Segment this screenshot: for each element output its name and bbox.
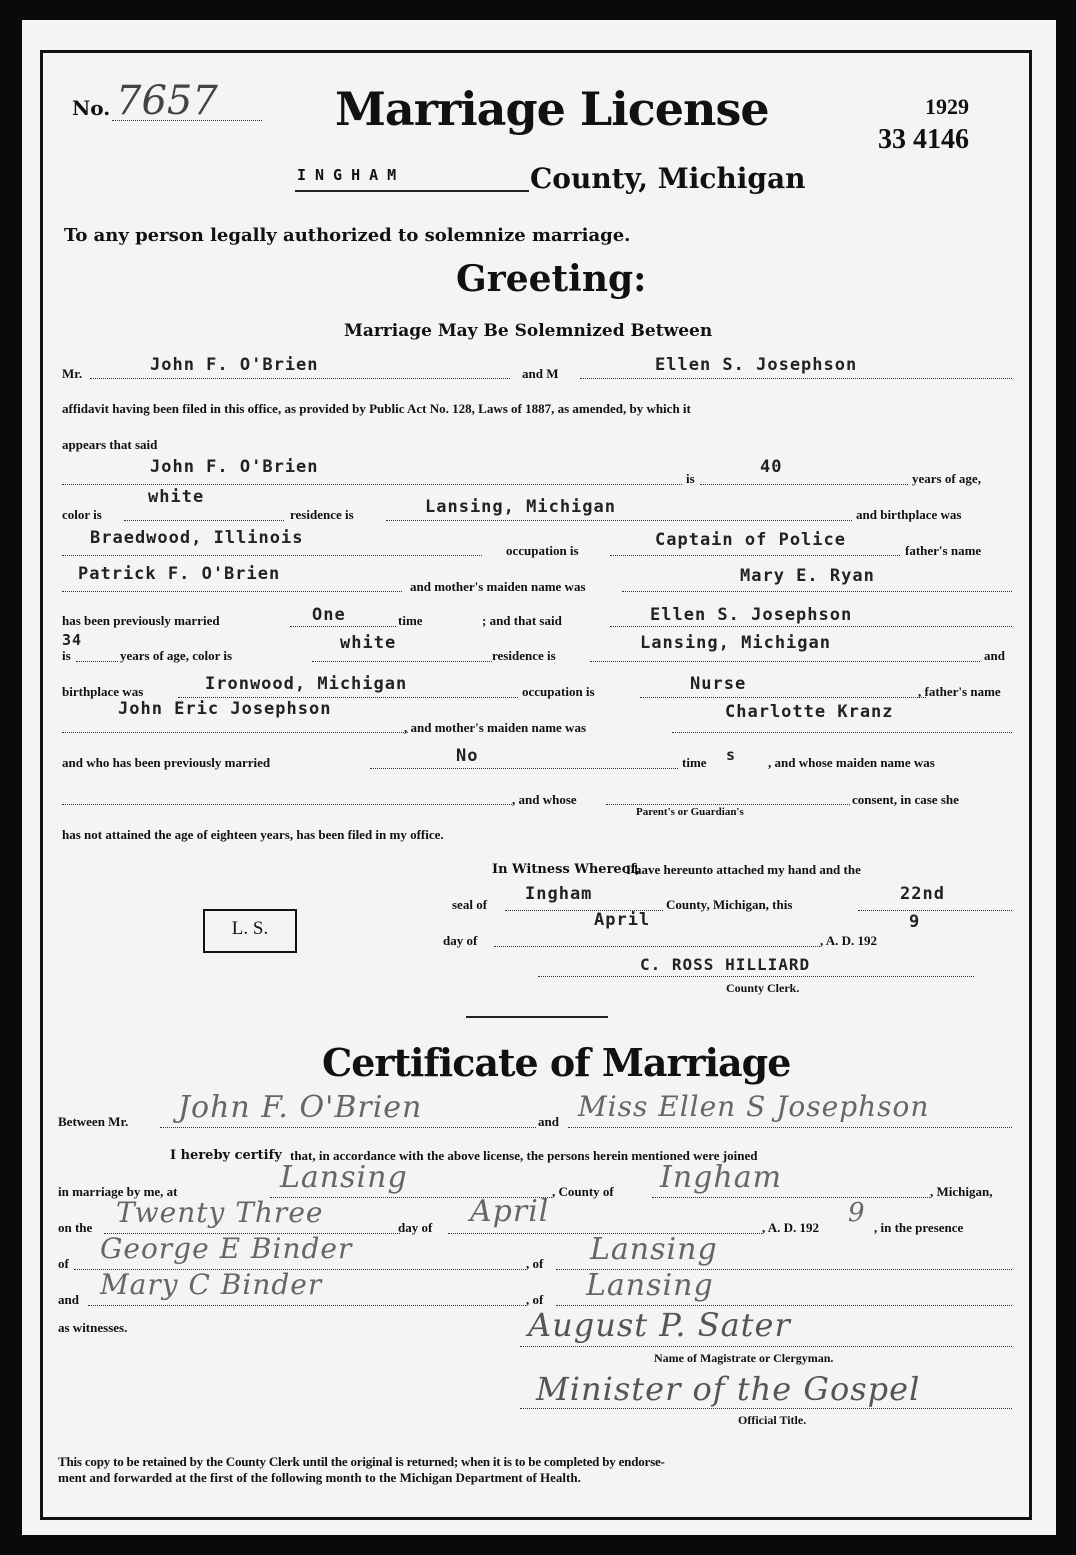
bride-residence-line bbox=[590, 661, 980, 662]
of-label: of bbox=[58, 1256, 69, 1271]
groom-prev-line bbox=[290, 626, 396, 627]
cert-bride-name: Miss Ellen S Josephson bbox=[578, 1090, 930, 1123]
ad-label: , A. D. 192 bbox=[820, 933, 878, 948]
years-color-label: years of age, color is bbox=[120, 648, 233, 663]
mothers-maiden-label: and mother's maiden name was bbox=[410, 579, 586, 594]
license-number: 7657 bbox=[116, 78, 218, 124]
groom-prev-times: One bbox=[312, 605, 346, 625]
officiant-line bbox=[520, 1346, 1012, 1347]
and-label: and bbox=[984, 648, 1005, 663]
groom-occupation: Captain of Police bbox=[655, 530, 846, 550]
year-note: 1929 bbox=[925, 94, 969, 119]
bride-prev-times: No bbox=[456, 746, 479, 766]
years-of-age-label: years of age, bbox=[912, 471, 981, 486]
whose-maiden-label: , and whose maiden name was bbox=[768, 755, 935, 770]
mr-label: Mr. bbox=[62, 366, 83, 381]
day-of-label: day of bbox=[443, 933, 478, 948]
groom-name-line bbox=[90, 378, 510, 379]
witness-text-b: I have hereunto attached my hand and the bbox=[626, 862, 861, 877]
groom-color: white bbox=[148, 487, 205, 507]
of-label2: , of bbox=[526, 1256, 544, 1271]
cert-groom-name: John F. O'Brien bbox=[178, 1090, 423, 1125]
and-m-label: and M bbox=[522, 366, 559, 381]
bride-mother-line bbox=[672, 732, 1012, 733]
in-marriage-label: in marriage by me, at bbox=[58, 1184, 178, 1199]
title-caption: Official Title. bbox=[738, 1413, 807, 1427]
groom-residence: Lansing, Michigan bbox=[425, 497, 616, 517]
groom-mother-line bbox=[622, 591, 1012, 592]
certify-a: I hereby certify bbox=[170, 1148, 282, 1163]
groom-residence-line bbox=[386, 520, 852, 521]
affidavit-text: affidavit having been filed in this office, as provided by Public Act No. 128, Laws of 1887, as amended, by which it bbox=[62, 401, 691, 416]
bride-name2: Ellen S. Josephson bbox=[650, 605, 853, 625]
bride-birthplace: Ironwood, Michigan bbox=[205, 674, 408, 694]
clerk-title: County Clerk. bbox=[726, 981, 800, 995]
official-title-line bbox=[520, 1408, 1012, 1409]
occupation-is-label: occupation is bbox=[506, 543, 579, 558]
county-suffix: County, Michigan bbox=[530, 162, 806, 195]
cert-ad-label: , A. D. 192 bbox=[762, 1220, 820, 1235]
month: April bbox=[594, 910, 651, 930]
bride-occupation-line bbox=[640, 697, 926, 698]
cert-bride-line bbox=[568, 1127, 1012, 1128]
greeting-heading: Greeting: bbox=[456, 258, 647, 300]
bride-age: 34 bbox=[62, 631, 83, 649]
number-label: No. bbox=[72, 96, 111, 120]
bride-father-line bbox=[62, 732, 408, 733]
cert-county: Ingham bbox=[660, 1160, 783, 1195]
groom-mother: Mary E. Ryan bbox=[740, 566, 875, 586]
times-label: time bbox=[682, 755, 707, 770]
consent-label: consent, in case she bbox=[852, 792, 959, 807]
clerk-line bbox=[538, 976, 974, 977]
groom-father-line bbox=[62, 591, 402, 592]
bride-birthplace-line bbox=[178, 697, 518, 698]
groom-color-line bbox=[124, 520, 284, 521]
witness2-line bbox=[88, 1305, 526, 1306]
presence-label: , in the presence bbox=[874, 1220, 964, 1235]
between-label: Between Mr. bbox=[58, 1114, 129, 1129]
bride-name: Ellen S. Josephson bbox=[655, 355, 858, 375]
cert-year: 9 bbox=[848, 1198, 866, 1228]
bride-age-line bbox=[76, 661, 118, 662]
witness1-name: George E Binder bbox=[100, 1232, 353, 1265]
witness2-name: Mary C Binder bbox=[100, 1268, 323, 1301]
mothers-maiden-label2: , and mother's maiden name was bbox=[404, 720, 587, 735]
color-is-label: color is bbox=[62, 507, 102, 522]
seal-label: L. S. bbox=[231, 918, 269, 939]
footer-line1: This copy to be retained by the County Clerk until the original is returned; when it is to be completed by endorse- bbox=[58, 1454, 665, 1469]
bride-mother: Charlotte Kranz bbox=[725, 702, 894, 722]
seal-of-label: seal of bbox=[452, 897, 488, 912]
of-label3: , of bbox=[526, 1292, 544, 1307]
michigan-label: , Michigan, bbox=[930, 1184, 993, 1199]
number-line bbox=[112, 120, 262, 121]
bride-residence: Lansing, Michigan bbox=[640, 633, 831, 653]
who-prev-married-label: and who has been previously married bbox=[62, 755, 271, 770]
birthplace-label2: birthplace was bbox=[62, 684, 144, 699]
county-line bbox=[295, 190, 529, 192]
year-digit: 9 bbox=[909, 912, 921, 932]
cert-county-line bbox=[652, 1197, 930, 1198]
bride-prev-line bbox=[370, 768, 678, 769]
officiant-caption: Name of Magistrate or Clergyman. bbox=[654, 1351, 834, 1365]
officiant-signature: August P. Sater bbox=[528, 1306, 791, 1344]
prev-married-label: has been previously married bbox=[62, 613, 220, 628]
cert-month: April bbox=[470, 1194, 550, 1229]
that-said-label: ; and that said bbox=[482, 613, 562, 628]
consent-line bbox=[606, 804, 850, 805]
cert-place: Lansing bbox=[280, 1160, 408, 1195]
groom-name2-line bbox=[62, 484, 682, 485]
section-divider bbox=[466, 1016, 608, 1018]
bride-color: white bbox=[340, 633, 397, 653]
witness2-place: Lansing bbox=[586, 1268, 714, 1303]
clerk-name: C. ROSS HILLIARD bbox=[640, 955, 811, 974]
county-this-label: County, Michigan, this bbox=[666, 897, 793, 912]
cert-day-of-label: day of bbox=[398, 1220, 433, 1235]
groom-birthplace-line bbox=[62, 555, 482, 556]
groom-name: John F. O'Brien bbox=[150, 355, 319, 375]
as-witnesses-label: as witnesses. bbox=[58, 1320, 128, 1335]
day-number: 22nd bbox=[900, 884, 945, 904]
not-attained-text: has not attained the age of eighteen years, has been filed in my office. bbox=[62, 827, 444, 842]
document-title: Marriage License bbox=[335, 82, 769, 136]
file-number: 33 4146 bbox=[878, 124, 969, 155]
witness1-place: Lansing bbox=[590, 1232, 718, 1267]
bride-occupation: Nurse bbox=[690, 674, 747, 694]
seal-county: Ingham bbox=[525, 884, 593, 904]
parents-label: Parent's or Guardian's bbox=[636, 806, 744, 818]
certify-b: that, in accordance with the above license, the persons herein mentioned were joined bbox=[290, 1148, 758, 1163]
birthplace-was-label: and birthplace was bbox=[856, 507, 962, 522]
subheading: Marriage May Be Solemnized Between bbox=[344, 321, 713, 341]
residence-is-label2: residence is bbox=[492, 648, 556, 663]
fathers-name-label2: , father's name bbox=[918, 684, 1001, 699]
groom-occupation-line bbox=[610, 555, 900, 556]
times-suffix: s bbox=[726, 746, 737, 764]
is-label: is bbox=[686, 471, 695, 486]
fathers-name-label: father's name bbox=[905, 543, 982, 558]
county-name: INGHAM bbox=[297, 166, 406, 184]
maiden-name-line bbox=[62, 804, 512, 805]
cert-and-label: and bbox=[538, 1114, 559, 1129]
month-line bbox=[494, 946, 820, 947]
residence-is-label: residence is bbox=[290, 507, 354, 522]
time-label: time bbox=[398, 613, 423, 628]
and-label2: and bbox=[58, 1292, 79, 1307]
salutation: To any person legally authorized to solemnize marriage. bbox=[64, 225, 631, 246]
bride-color-line bbox=[312, 661, 492, 662]
groom-age-line bbox=[700, 484, 908, 485]
cert-groom-line bbox=[160, 1127, 536, 1128]
bride-father: John Eric Josephson bbox=[118, 699, 332, 719]
on-the-label: on the bbox=[58, 1220, 93, 1235]
cert-day: Twenty Three bbox=[116, 1196, 324, 1229]
witness-text-a: In Witness Whereof, bbox=[492, 862, 641, 877]
groom-birthplace: Braedwood, Illinois bbox=[90, 528, 304, 548]
county-of-label: , County of bbox=[552, 1184, 614, 1199]
is-label2: is bbox=[62, 648, 71, 663]
official-title: Minister of the Gospel bbox=[536, 1370, 921, 1408]
footer-line2: ment and forwarded at the first of the following month to the Michigan Department of Health. bbox=[58, 1470, 581, 1485]
groom-father: Patrick F. O'Brien bbox=[78, 564, 281, 584]
day-line bbox=[858, 910, 1012, 911]
certificate-title: Certificate of Marriage bbox=[322, 1040, 791, 1085]
groom-name2: John F. O'Brien bbox=[150, 457, 319, 477]
and-whose-label: , and whose bbox=[512, 792, 577, 807]
occupation-is-label2: occupation is bbox=[522, 684, 595, 699]
groom-age: 40 bbox=[760, 457, 783, 477]
appears-text: appears that said bbox=[62, 437, 158, 452]
bride-name-line bbox=[580, 378, 1012, 379]
bride-name2-line bbox=[610, 626, 1012, 627]
